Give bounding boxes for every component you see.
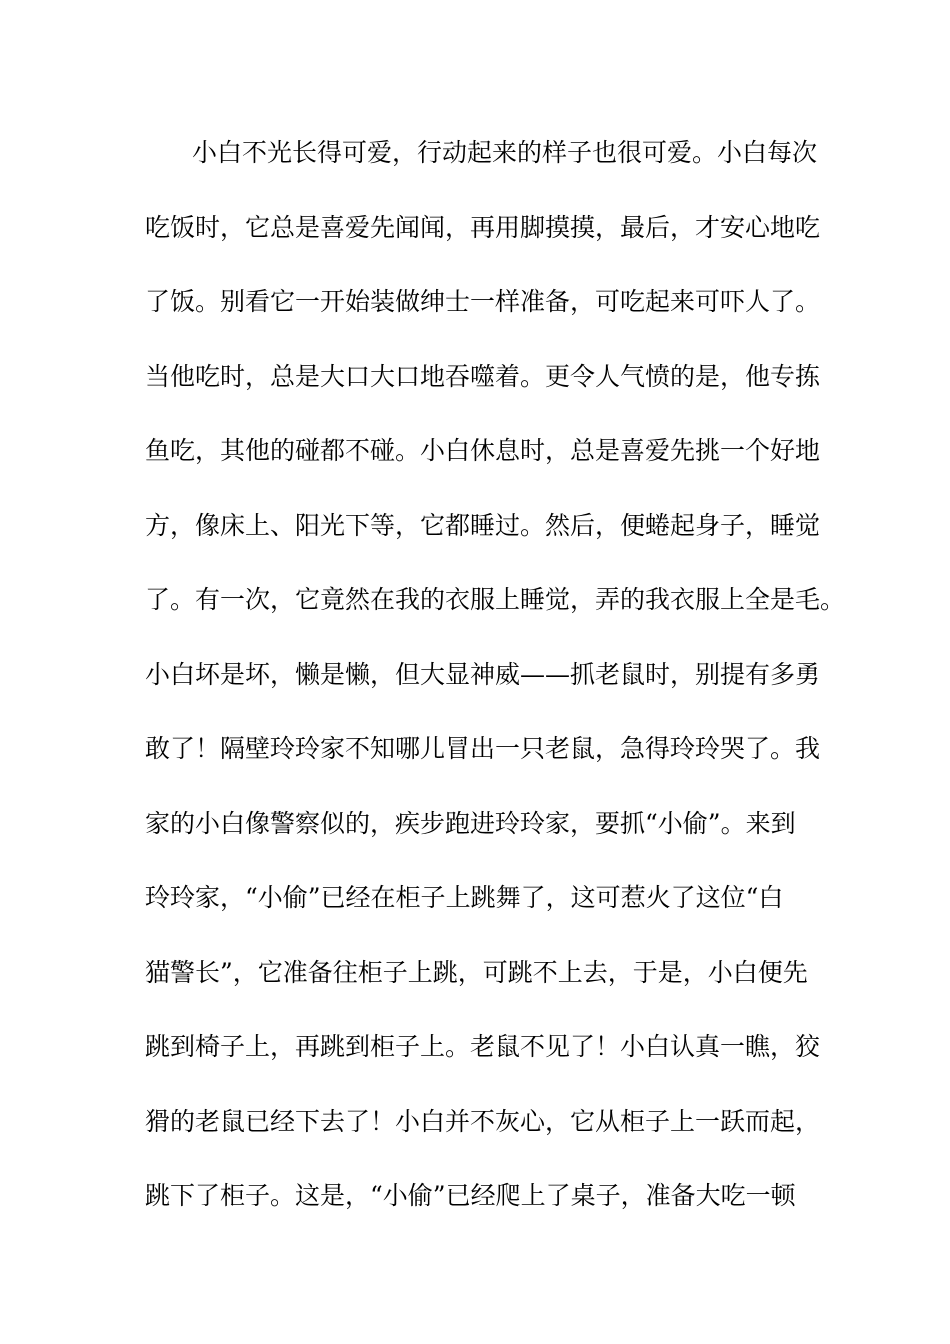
- text-line-5: 鱼吃，其他的碰都不碰。小白休息时，总是喜爱先挑一个好地: [145, 436, 821, 465]
- text-line-9: 敢了！隔壁玲玲家不知哪儿冒出一只老鼠，急得玲玲哭了。我: [145, 734, 821, 763]
- text-line-10: 家的小白像警察似的，疾步跑进玲玲家，要抓“小偷”。来到: [145, 808, 796, 838]
- text-line-6: 方，像床上、阳光下等，它都睡过。然后，便蜷起身子，睡觉: [145, 510, 821, 540]
- text-line-8: 小白坏是坏，懒是懒，但大显神威——抓老鼠时，别提有多勇: [145, 659, 821, 689]
- text-line-13: 跳到椅子上，再跳到柜子上。老鼠不见了！小白认真一瞧，狡: [145, 1032, 821, 1061]
- text-line-15: 跳下了柜子。这是，“小偷”已经爬上了桌子，准备大吃一顿: [145, 1181, 796, 1210]
- text-line-1: 小白不光长得可爱，行动起来的样子也很可爱。小白每次: [192, 138, 818, 167]
- text-line-3: 了饭。别看它一开始装做绅士一样准备，可吃起来可吓人了。: [145, 287, 821, 316]
- text-line-14: 猾的老鼠已经下去了！小白并不灰心，它从柜子上一跃而起，: [145, 1106, 821, 1136]
- text-line-11: 玲玲家，“小偷”已经在柜子上跳舞了，这可惹火了这位“白: [145, 883, 784, 912]
- text-line-7: 了。有一次，它竟然在我的衣服上睡觉，弄的我衣服上全是毛。: [145, 585, 846, 614]
- text-line-4: 当他吃时，总是大口大口地吞噬着。更令人气愤的是，他专拣: [145, 361, 821, 391]
- body-paragraph: [145, 133, 845, 1251]
- text-line-2: 吃饭时，它总是喜爱先闻闻，再用脚摸摸，最后，才安心地吃: [145, 212, 821, 242]
- text-line-12: 猫警长”，它准备往柜子上跳，可跳不上去，于是，小白便先: [145, 957, 808, 987]
